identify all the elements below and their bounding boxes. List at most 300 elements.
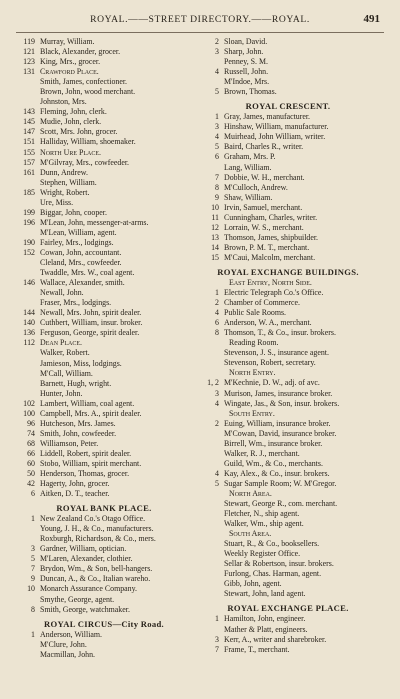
entry-text: Murison, James, insurance broker. (224, 388, 333, 398)
entry-number: 50 (27, 469, 35, 479)
directory-entry (200, 183, 376, 193)
header-rule (16, 32, 384, 33)
directory-entry (200, 298, 376, 308)
entry-text: New Zealand Co.'s Otago Office. (40, 514, 146, 524)
entry-number: 10 (27, 584, 35, 594)
directory-entry (16, 47, 192, 57)
entry-text: Walker, Wm., ship agent. (224, 519, 304, 529)
entry-number: 7 (31, 564, 35, 574)
entry-text: Brown, P. M. T., merchant. (224, 242, 310, 252)
entry-number: 8 (215, 328, 219, 338)
directory-entry (16, 489, 192, 499)
sub-heading: South Entry. (229, 408, 275, 418)
entry-text: Lang, William. (224, 162, 272, 172)
directory-entry (200, 233, 376, 243)
entry-number: 74 (27, 428, 35, 438)
entry-number: 4 (215, 67, 219, 77)
directory-entry (16, 544, 192, 554)
page-header (16, 14, 384, 30)
entry-text: Dean Place. (40, 338, 83, 348)
directory-entry (200, 37, 376, 47)
entry-number: 8 (215, 182, 219, 192)
directory-entry (16, 318, 192, 328)
entry-number: 9 (31, 574, 35, 584)
entry-text: Cuthbert, William, insur. broker. (40, 318, 143, 328)
directory-entry (200, 358, 376, 368)
entry-number: 13 (211, 232, 219, 242)
directory-entry (200, 328, 376, 338)
entry-text: M'Clure, John. (40, 639, 87, 649)
directory-entry (16, 218, 192, 228)
entry-text: Electric Telegraph Co.'s Office. (224, 288, 324, 298)
entry-number: 5 (215, 478, 219, 488)
entry-text: Wallace, Alexander, smith. (40, 278, 125, 288)
entry-text: Williamson, Peter. (40, 438, 99, 448)
running-head: ROYAL.——STREET DIRECTORY.——ROYAL. (90, 14, 310, 25)
entry-number: 157 (23, 157, 35, 167)
entry-number: 161 (23, 167, 35, 177)
entry-number: 3 (215, 388, 219, 398)
directory-entry (16, 268, 192, 278)
entry-text: Muirhead, John William, writer. (224, 132, 326, 142)
entry-text: Liddell, Robert, spirit dealer. (40, 448, 132, 458)
entry-number: 100 (23, 408, 35, 418)
entry-text: King, Mrs., grocer. (40, 57, 101, 67)
entry-text: Smith, James, confectioner. (40, 77, 127, 87)
entry-text: Halliday, William, shoemaker. (40, 137, 136, 147)
directory-entry (16, 534, 192, 544)
directory-entry (16, 37, 192, 47)
entry-number: 1 (215, 288, 219, 298)
section-heading: ROYAL CRESCENT. (245, 101, 331, 112)
sub-heading: South Area. (229, 529, 272, 539)
directory-entry (200, 203, 376, 213)
directory-entry (16, 369, 192, 379)
entry-number: 5 (31, 554, 35, 564)
directory-entry (200, 122, 376, 132)
directory-entry (16, 328, 192, 338)
entry-text: North Ure Place. (40, 147, 102, 157)
entry-text: Newall, John. (40, 288, 84, 298)
directory-entry (200, 243, 376, 253)
left-column (16, 37, 192, 660)
entry-number: 14 (211, 242, 219, 252)
directory-entry (200, 163, 376, 173)
directory-entry (16, 524, 192, 534)
entry-text: Monarch Assurance Company. (40, 584, 138, 594)
entry-number: 2 (215, 37, 219, 46)
entry-text: M'Lean, William, agent. (40, 227, 117, 237)
directory-entry (16, 605, 192, 615)
entry-text: Mather & Platt, engineers. (224, 624, 308, 634)
entry-number: 2 (215, 298, 219, 308)
entry-text: Henderson, Thomas, grocer. (40, 469, 130, 479)
entry-number: 5 (215, 87, 219, 97)
directory-entry (16, 389, 192, 399)
entry-number: 3 (215, 634, 219, 644)
entry-text: Kerr, A., writer and sharebroker. (224, 634, 327, 644)
entry-number: 151 (23, 137, 35, 147)
directory-entry (200, 318, 376, 328)
directory-entry (16, 57, 192, 67)
directory-entry (200, 67, 376, 77)
entry-number: 145 (23, 117, 35, 127)
directory-entry (200, 635, 376, 645)
entry-text: Furlong, Chas. Harman, agent. (224, 569, 322, 579)
directory-entry (16, 198, 192, 208)
entry-text: Cunningham, Charles, writer. (224, 212, 318, 222)
entry-text: Walker, Robert. (40, 348, 90, 358)
entry-text: Stewart, John, land agent. (224, 589, 306, 599)
entry-number: 3 (215, 47, 219, 57)
entry-text: M'Kechnie, D. W., adj. of avc. (224, 378, 320, 388)
directory-entry (16, 158, 192, 168)
entry-text: Gibb, John, agent. (224, 579, 282, 589)
directory-entry (200, 389, 376, 399)
entry-text: M'Laren, Alexander, clothier. (40, 554, 133, 564)
entry-text: Shaw, William. (224, 192, 273, 202)
entry-text: Gardner, William, optician. (40, 544, 127, 554)
columns (16, 37, 384, 660)
directory-entry (16, 359, 192, 369)
entry-text: Ferguson, George, spirit dealer. (40, 328, 140, 338)
entry-text: Sugar Sample Room; W. M'Gregor. (224, 478, 337, 488)
directory-entry (200, 645, 376, 655)
directory-entry (16, 248, 192, 258)
directory-entry (16, 574, 192, 584)
entry-text: Stuart, R., & Co., booksellers. (224, 539, 320, 549)
entry-text: Brown, John, wood merchant. (40, 87, 136, 97)
directory-entry (200, 479, 376, 489)
directory-entry (16, 208, 192, 218)
directory-entry (16, 379, 192, 389)
directory-entry (16, 238, 192, 248)
directory-entry (200, 559, 376, 569)
directory-entry (16, 584, 192, 594)
directory-entry (200, 348, 376, 358)
directory-entry (200, 469, 376, 479)
directory-entry (16, 77, 192, 87)
entry-number: 9 (215, 192, 219, 202)
entry-text: Macmillan, John. (40, 649, 96, 659)
entry-text: Hagerty, John, grocer. (40, 479, 110, 489)
directory-entry (200, 499, 376, 509)
entry-number: 4 (215, 132, 219, 142)
entry-text: M'Indoe, Mrs. (224, 77, 270, 87)
directory-entry (16, 640, 192, 650)
directory-entry (16, 650, 192, 660)
entry-text: Weekly Register Office. (224, 549, 301, 559)
directory-entry (16, 399, 192, 409)
entry-text: Stewart, George R., com. merchant. (224, 499, 338, 509)
entry-number: 4 (215, 308, 219, 318)
entry-number: 112 (23, 338, 35, 348)
entry-number: 102 (23, 398, 35, 408)
entry-number: 7 (215, 172, 219, 182)
entry-number: 1 (31, 629, 35, 639)
entry-text: M'Call, William. (40, 368, 93, 378)
directory-entry (16, 97, 192, 107)
directory-entry (200, 173, 376, 183)
directory-entry (16, 117, 192, 127)
entry-number: 152 (23, 247, 35, 257)
entry-text: Stobo, William, spirit merchant. (40, 458, 142, 468)
directory-entry (16, 514, 192, 524)
entry-number: 3 (31, 544, 35, 554)
directory-entry (200, 509, 376, 519)
directory-entry (16, 137, 192, 147)
entry-number: 147 (23, 127, 35, 137)
directory-entry (200, 193, 376, 203)
directory-entry (200, 569, 376, 579)
entry-number: 96 (27, 418, 35, 428)
entry-text: Sharp, John. (224, 47, 264, 57)
directory-entry (200, 338, 376, 348)
entry-text: Twaddle, Mrs. W., coal agent. (40, 268, 135, 278)
directory-entry (200, 142, 376, 152)
entry-number: 199 (23, 207, 35, 217)
entry-text: M'Gilvray, Mrs., cowfeeder. (40, 157, 129, 167)
page-number: 491 (363, 13, 380, 25)
entry-text: Fleming, John, clerk. (40, 107, 107, 117)
entry-text: Ure, Miss. (40, 197, 74, 207)
directory-entry (16, 554, 192, 564)
directory-entry (16, 429, 192, 439)
directory-entry (200, 539, 376, 549)
entry-text: M'Culloch, Andrew. (224, 182, 288, 192)
entry-text: Gray, James, manufacturer. (224, 112, 311, 122)
directory-entry (16, 409, 192, 419)
entry-number: 121 (23, 47, 35, 57)
entry-text: Fletcher, N., ship agent. (224, 509, 300, 519)
directory-entry (200, 419, 376, 429)
entry-text: Frame, T., merchant. (224, 644, 290, 654)
entry-text: Cleland, Mrs., cowfeeder. (40, 258, 122, 268)
entry-number: 4 (215, 468, 219, 478)
entry-text: Mudie, John, clerk. (40, 117, 102, 127)
entry-number: 136 (23, 328, 35, 338)
entry-text: Fairley, Mrs., lodgings. (40, 237, 114, 247)
entry-number: 3 (215, 122, 219, 132)
directory-entry (16, 298, 192, 308)
section-heading: ROYAL CIRCUS—City Road. (44, 618, 164, 629)
entry-text: Walker, R. J., merchant. (224, 448, 300, 458)
directory-entry (16, 168, 192, 178)
entry-text: Euing, William, insurance broker. (224, 418, 331, 428)
entry-number: 60 (27, 458, 35, 468)
directory-entry (16, 338, 192, 348)
entry-text: Aitken, D. T., teacher. (40, 489, 110, 499)
entry-text: Brydon, Wm., & Son, bell-hangers. (40, 564, 153, 574)
entry-text: Duncan, A., & Co., Italian wareho. (40, 574, 151, 584)
entry-text: Baird, Charles R., writer. (224, 142, 304, 152)
directory-entry (200, 112, 376, 122)
entry-number: 2 (215, 418, 219, 428)
entry-text: Hamilton, John, engineer. (224, 614, 306, 624)
sub-heading: North Entry. (229, 368, 276, 378)
directory-entry (200, 308, 376, 318)
entry-text: Thomson, T., & Co., insur. brokers. (224, 328, 336, 338)
directory-entry (200, 132, 376, 142)
directory-entry (16, 630, 192, 640)
entry-number: 190 (23, 237, 35, 247)
directory-entry (16, 258, 192, 268)
entry-text: Roxburgh, Richardson, & Co., mers. (40, 534, 156, 544)
entry-text: Lorrain, W. S., merchant. (224, 222, 304, 232)
entry-text: Smith, George, watchmaker. (40, 604, 130, 614)
entry-text: Dobbie, W. H., merchant. (224, 172, 305, 182)
directory-entry (200, 614, 376, 624)
directory-entry (200, 625, 376, 635)
directory-entry (16, 439, 192, 449)
right-column (200, 37, 376, 660)
section-heading: ROYAL EXCHANGE PLACE. (227, 603, 349, 614)
directory-entry (16, 107, 192, 117)
sub-heading: North Area. (229, 488, 272, 498)
entry-text: Penney, S. M. (224, 57, 268, 67)
entry-text: M'Cowan, David, insurance broker. (224, 428, 337, 438)
entry-text: Smith, John, cowfeeder. (40, 428, 117, 438)
directory-entry (200, 519, 376, 529)
entry-text: Dunn, Andrew. (40, 167, 88, 177)
directory-entry (16, 564, 192, 574)
directory-entry (200, 288, 376, 298)
entry-number: 11 (211, 212, 219, 222)
entry-text: Kay, Alex., & Co., insur. brokers. (224, 468, 330, 478)
entry-text: Reading Room. (229, 338, 279, 348)
directory-entry (16, 178, 192, 188)
entry-text: Wright, Robert. (40, 187, 90, 197)
directory-entry (200, 459, 376, 469)
directory-entry (16, 148, 192, 158)
entry-text: Birrell, Wm., insurance broker. (224, 438, 323, 448)
entry-text: Chamber of Commerce. (224, 298, 301, 308)
directory-entry (16, 308, 192, 318)
entry-number: 66 (27, 448, 35, 458)
entry-text: Biggar, John, cooper. (40, 207, 107, 217)
directory-entry (16, 459, 192, 469)
entry-text: Stevenson, Robert, secretary. (224, 358, 316, 368)
entry-text: Anderson, W. A., merchant. (224, 318, 312, 328)
entry-number: 6 (215, 152, 219, 162)
entry-text: Fraser, Mrs., lodgings. (40, 298, 112, 308)
entry-number: 1 (215, 112, 219, 122)
entry-number: 131 (23, 67, 35, 77)
directory-entry (16, 469, 192, 479)
directory-entry (200, 549, 376, 559)
entry-number: 123 (23, 57, 35, 67)
sub-heading: East Entry, North Side. (229, 277, 312, 287)
directory-entry (16, 595, 192, 605)
entry-text: Lambert, William, coal agent. (40, 398, 135, 408)
entry-number: 143 (23, 107, 35, 117)
directory-entry (16, 449, 192, 459)
entry-number: 146 (23, 278, 35, 288)
entry-text: Murray, William. (40, 37, 95, 46)
entry-text: Newall, Mrs. John, spirit dealer. (40, 308, 142, 318)
directory-entry (200, 152, 376, 162)
entry-text: Guild, Wm., & Co., merchants. (224, 458, 323, 468)
entry-text: Crawford Place. (40, 67, 99, 77)
entry-text: Thomson, James, shipbuilder. (224, 232, 319, 242)
entry-text: Wingate, Jas., & Son, insur. brokers. (224, 398, 340, 408)
entry-text: Irvin, Samuel, merchant. (224, 202, 303, 212)
directory-entry (200, 87, 376, 97)
directory-entry (200, 378, 376, 388)
entry-number: 144 (23, 308, 35, 318)
directory-entry (200, 429, 376, 439)
directory-entry (200, 57, 376, 67)
entry-number: 6 (215, 318, 219, 328)
entry-text: Public Sale Rooms. (224, 308, 287, 318)
directory-entry (200, 449, 376, 459)
directory-entry (16, 127, 192, 137)
entry-number: 6 (31, 489, 35, 499)
entry-text: M'Lean, John, messenger-at-arms. (40, 217, 149, 227)
directory-entry (200, 439, 376, 449)
entry-text: Brown, Thomas. (224, 87, 277, 97)
entry-number: 12 (211, 222, 219, 232)
entry-number: 8 (31, 604, 35, 614)
entry-text: Sloan, David. (224, 37, 268, 46)
entry-text: Johnston, Mrs. (40, 97, 87, 107)
entry-number: 119 (23, 37, 35, 46)
directory-entry (16, 479, 192, 489)
entry-number: 1, 2 (207, 378, 219, 388)
entry-text: Barnett, Hugh, wright. (40, 378, 112, 388)
directory-entry (200, 399, 376, 409)
section-heading: ROYAL BANK PLACE. (56, 503, 152, 514)
section-heading: ROYAL EXCHANGE BUILDINGS. (217, 266, 359, 277)
entry-number: 155 (23, 147, 35, 157)
directory-entry (16, 278, 192, 288)
entry-text: Stevenson, J. S., insurance agent. (224, 348, 329, 358)
directory-entry (16, 419, 192, 429)
directory-entry (16, 288, 192, 298)
directory-entry (200, 77, 376, 87)
entry-number: 140 (23, 318, 35, 328)
entry-text: Russell, John. (224, 67, 269, 77)
directory-entry (200, 223, 376, 233)
entry-text: Jamieson, Miss, lodgings. (40, 358, 122, 368)
entry-text: Hutcheson, Mrs. James. (40, 418, 116, 428)
entry-number: 7 (215, 644, 219, 654)
entry-text: Hunter, John. (40, 388, 83, 398)
directory-entry (16, 228, 192, 238)
directory-entry (200, 253, 376, 263)
entry-number: 42 (27, 479, 35, 489)
entry-number: 15 (211, 252, 219, 262)
entry-text: Smythe, George, agent. (40, 594, 115, 604)
directory-entry (16, 67, 192, 77)
directory-entry (200, 47, 376, 57)
directory-entry (16, 348, 192, 358)
entry-number: 1 (31, 514, 35, 524)
directory-entry (200, 579, 376, 589)
entry-text: M'Caui, Malcolm, merchant. (224, 252, 316, 262)
entry-text: Hinshaw, William, manufacturer. (224, 122, 329, 132)
entry-number: 1 (215, 614, 219, 624)
entry-text: Anderson, William. (40, 629, 102, 639)
entry-number: 10 (211, 202, 219, 212)
entry-text: Campbell, Mrs. A., spirit dealer. (40, 408, 142, 418)
directory-entry (200, 213, 376, 223)
directory-entry (200, 589, 376, 599)
entry-text: Cowan, John, accountant. (40, 247, 122, 257)
entry-number: 196 (23, 217, 35, 227)
entry-number: 5 (215, 142, 219, 152)
directory-entry (16, 87, 192, 97)
